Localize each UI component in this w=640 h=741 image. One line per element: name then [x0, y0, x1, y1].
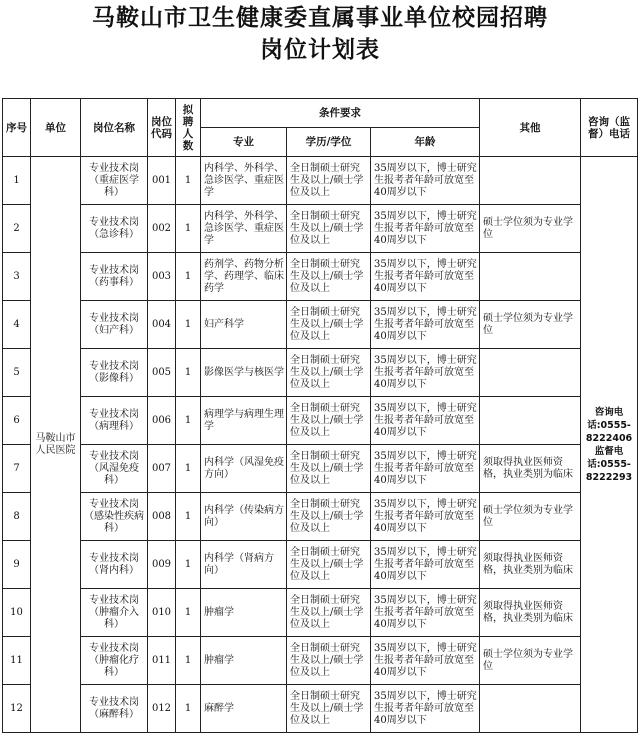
- table-row: [3, 493, 638, 541]
- row-age: 35周岁以下，博士研究生报考者年龄可放宽至40周岁以下: [371, 349, 480, 397]
- row-post-name: 专业技术岗（病理科）: [81, 397, 148, 445]
- row-major: 肿瘤学: [201, 637, 287, 685]
- row-other: 须取得执业医师资格，执业类别为临床: [480, 445, 581, 493]
- row-education: 全日制硕士研究生及以上/硕士学位及以上: [287, 445, 371, 493]
- row-other: [480, 397, 581, 445]
- row-post-code: 012: [148, 685, 176, 733]
- row-planned: 1: [176, 589, 201, 637]
- row-age: 35周岁以下，博士研究生报考者年龄可放宽至40周岁以下: [371, 157, 480, 205]
- row-post-code: 001: [148, 157, 176, 205]
- row-age: 35周岁以下，博士研究生报考者年龄可放宽至40周岁以下: [371, 253, 480, 301]
- header-other: 其他: [480, 99, 581, 157]
- row-post-code: 011: [148, 637, 176, 685]
- row-planned: 1: [176, 205, 201, 253]
- row-major: 肿瘤学: [201, 589, 287, 637]
- row-other: [480, 349, 581, 397]
- row-planned: 1: [176, 445, 201, 493]
- row-planned: 1: [176, 349, 201, 397]
- row-education: 全日制硕士研究生及以上/硕士学位及以上: [287, 349, 371, 397]
- row-major: 妇产科学: [201, 301, 287, 349]
- row-seq: 7: [3, 445, 31, 493]
- row-seq: 6: [3, 397, 31, 445]
- row-post-code: 004: [148, 301, 176, 349]
- row-age: 35周岁以下，博士研究生报考者年龄可放宽至40周岁以下: [371, 301, 480, 349]
- row-planned: 1: [176, 685, 201, 733]
- row-education: 全日制硕士研究生及以上/硕士学位及以上: [287, 589, 371, 637]
- row-age: 35周岁以下，博士研究生报考者年龄可放宽至40周岁以下: [371, 205, 480, 253]
- row-other: 硕士学位须为专业学位: [480, 493, 581, 541]
- row-post-code: 006: [148, 397, 176, 445]
- table-row: [3, 157, 638, 205]
- row-post-name: 专业技术岗（感染性疾病科）: [81, 493, 148, 541]
- row-post-code: 003: [148, 253, 176, 301]
- table-row: [3, 253, 638, 301]
- row-major: 病理学与病理生理学: [201, 397, 287, 445]
- row-post-name: 专业技术岗（药事科）: [81, 253, 148, 301]
- header-post-name: 岗位名称: [81, 99, 148, 157]
- table-row: [3, 685, 638, 733]
- row-seq: 9: [3, 541, 31, 589]
- row-age: 35周岁以下，博士研究生报考者年龄可放宽至40周岁以下: [371, 493, 480, 541]
- row-seq: 2: [3, 205, 31, 253]
- title-line-2: 岗位计划表: [260, 37, 380, 63]
- row-seq: 10: [3, 589, 31, 637]
- row-other: 须取得执业医师资格，执业类别为临床: [480, 589, 581, 637]
- row-post-name: 专业技术岗（重症医学科）: [81, 157, 148, 205]
- job-plan-table: [2, 98, 638, 733]
- table-row: [3, 205, 638, 253]
- row-planned: 1: [176, 493, 201, 541]
- row-post-name: 专业技术岗（急诊科）: [81, 205, 148, 253]
- row-post-code: 002: [148, 205, 176, 253]
- row-major: 内科学、外科学、急诊医学、重症医学: [201, 157, 287, 205]
- unit-name: 马鞍山市人民医院: [31, 157, 81, 733]
- table-row: [3, 301, 638, 349]
- row-major: 内科学、外科学、急诊医学、重症医学: [201, 205, 287, 253]
- header-age: 年龄: [371, 128, 480, 157]
- row-age: 35周岁以下，博士研究生报考者年龄可放宽至40周岁以下: [371, 445, 480, 493]
- row-seq: 1: [3, 157, 31, 205]
- row-education: 全日制硕士研究生及以上/硕士学位及以上: [287, 157, 371, 205]
- table-row: [3, 637, 638, 685]
- row-major: 影像医学与核医学: [201, 349, 287, 397]
- row-seq: 5: [3, 349, 31, 397]
- row-post-name: 专业技术岗（妇产科）: [81, 301, 148, 349]
- header-unit: 单位: [31, 99, 81, 157]
- row-planned: 1: [176, 397, 201, 445]
- row-seq: 11: [3, 637, 31, 685]
- row-seq: 8: [3, 493, 31, 541]
- row-education: 全日制硕士研究生及以上/硕士学位及以上: [287, 301, 371, 349]
- row-other: 硕士学位须为专业学位: [480, 205, 581, 253]
- row-post-name: 专业技术岗（影像科）: [81, 349, 148, 397]
- row-planned: 1: [176, 637, 201, 685]
- title-line-1: 马鞍山市卫生健康委直属事业单位校园招聘: [92, 5, 548, 31]
- row-education: 全日制硕士研究生及以上/硕士学位及以上: [287, 541, 371, 589]
- row-age: 35周岁以下，博士研究生报考者年龄可放宽至40周岁以下: [371, 637, 480, 685]
- row-post-name: 专业技术岗（肿瘤介入科）: [81, 589, 148, 637]
- row-post-code: 005: [148, 349, 176, 397]
- row-education: 全日制硕士研究生及以上/硕士学位及以上: [287, 493, 371, 541]
- row-other: [480, 253, 581, 301]
- row-major: 内科学（肾病方向）: [201, 541, 287, 589]
- row-planned: 1: [176, 157, 201, 205]
- row-education: 全日制硕士研究生及以上/硕士学位及以上: [287, 253, 371, 301]
- header-post-code: 岗位代码: [148, 99, 176, 157]
- table-row: [3, 541, 638, 589]
- table-row: [3, 397, 638, 445]
- row-education: 全日制硕士研究生及以上/硕士学位及以上: [287, 685, 371, 733]
- row-major: 内科学（传染病方向）: [201, 493, 287, 541]
- header-contact: 咨询（监督）电话: [581, 99, 638, 157]
- row-seq: 3: [3, 253, 31, 301]
- header-planned: 拟聘人数: [176, 99, 201, 157]
- row-seq: 12: [3, 685, 31, 733]
- row-seq: 4: [3, 301, 31, 349]
- header-major: 专业: [201, 128, 287, 157]
- row-post-name: 专业技术岗（风湿免疫科）: [81, 445, 148, 493]
- row-major: 药剂学、药物分析学、药理学、临床药学: [201, 253, 287, 301]
- table-row: [3, 349, 638, 397]
- row-age: 35周岁以下，博士研究生报考者年龄可放宽至40周岁以下: [371, 589, 480, 637]
- row-planned: 1: [176, 253, 201, 301]
- row-planned: 1: [176, 301, 201, 349]
- row-post-code: 008: [148, 493, 176, 541]
- row-post-code: 010: [148, 589, 176, 637]
- row-post-name: 专业技术岗（肿瘤化疗科）: [81, 637, 148, 685]
- row-major: 内科学（风湿免疫方向）: [201, 445, 287, 493]
- row-other: 硕士学位须为专业学位: [480, 637, 581, 685]
- row-post-name: 专业技术岗（麻醉科）: [81, 685, 148, 733]
- row-post-code: 009: [148, 541, 176, 589]
- row-education: 全日制硕士研究生及以上/硕士学位及以上: [287, 637, 371, 685]
- header-education: 学历/学位: [287, 128, 371, 157]
- row-age: 35周岁以下，博士研究生报考者年龄可放宽至40周岁以下: [371, 685, 480, 733]
- row-major: 麻醉学: [201, 685, 287, 733]
- row-other: 硕士学位须为专业学位: [480, 301, 581, 349]
- table-body: [3, 157, 638, 733]
- row-other: [480, 157, 581, 205]
- row-planned: 1: [176, 541, 201, 589]
- row-post-name: 专业技术岗（肾内科）: [81, 541, 148, 589]
- row-education: 全日制硕士研究生及以上/硕士学位及以上: [287, 397, 371, 445]
- header-seq: 序号: [3, 99, 31, 157]
- row-education: 全日制硕士研究生及以上/硕士学位及以上: [287, 205, 371, 253]
- row-age: 35周岁以下，博士研究生报考者年龄可放宽至40周岁以下: [371, 397, 480, 445]
- header-conditions: 条件要求: [201, 99, 480, 128]
- row-post-code: 007: [148, 445, 176, 493]
- row-other: [480, 685, 581, 733]
- document-title: [0, 2, 640, 66]
- table-row: [3, 589, 638, 637]
- row-other: 须取得执业医师资格，执业类别为临床: [480, 541, 581, 589]
- contact-phones: 咨询电话:0555-8222406 监督电话:0555-8222293: [581, 157, 638, 733]
- table-row: [3, 445, 638, 493]
- row-age: 35周岁以下，博士研究生报考者年龄可放宽至40周岁以下: [371, 541, 480, 589]
